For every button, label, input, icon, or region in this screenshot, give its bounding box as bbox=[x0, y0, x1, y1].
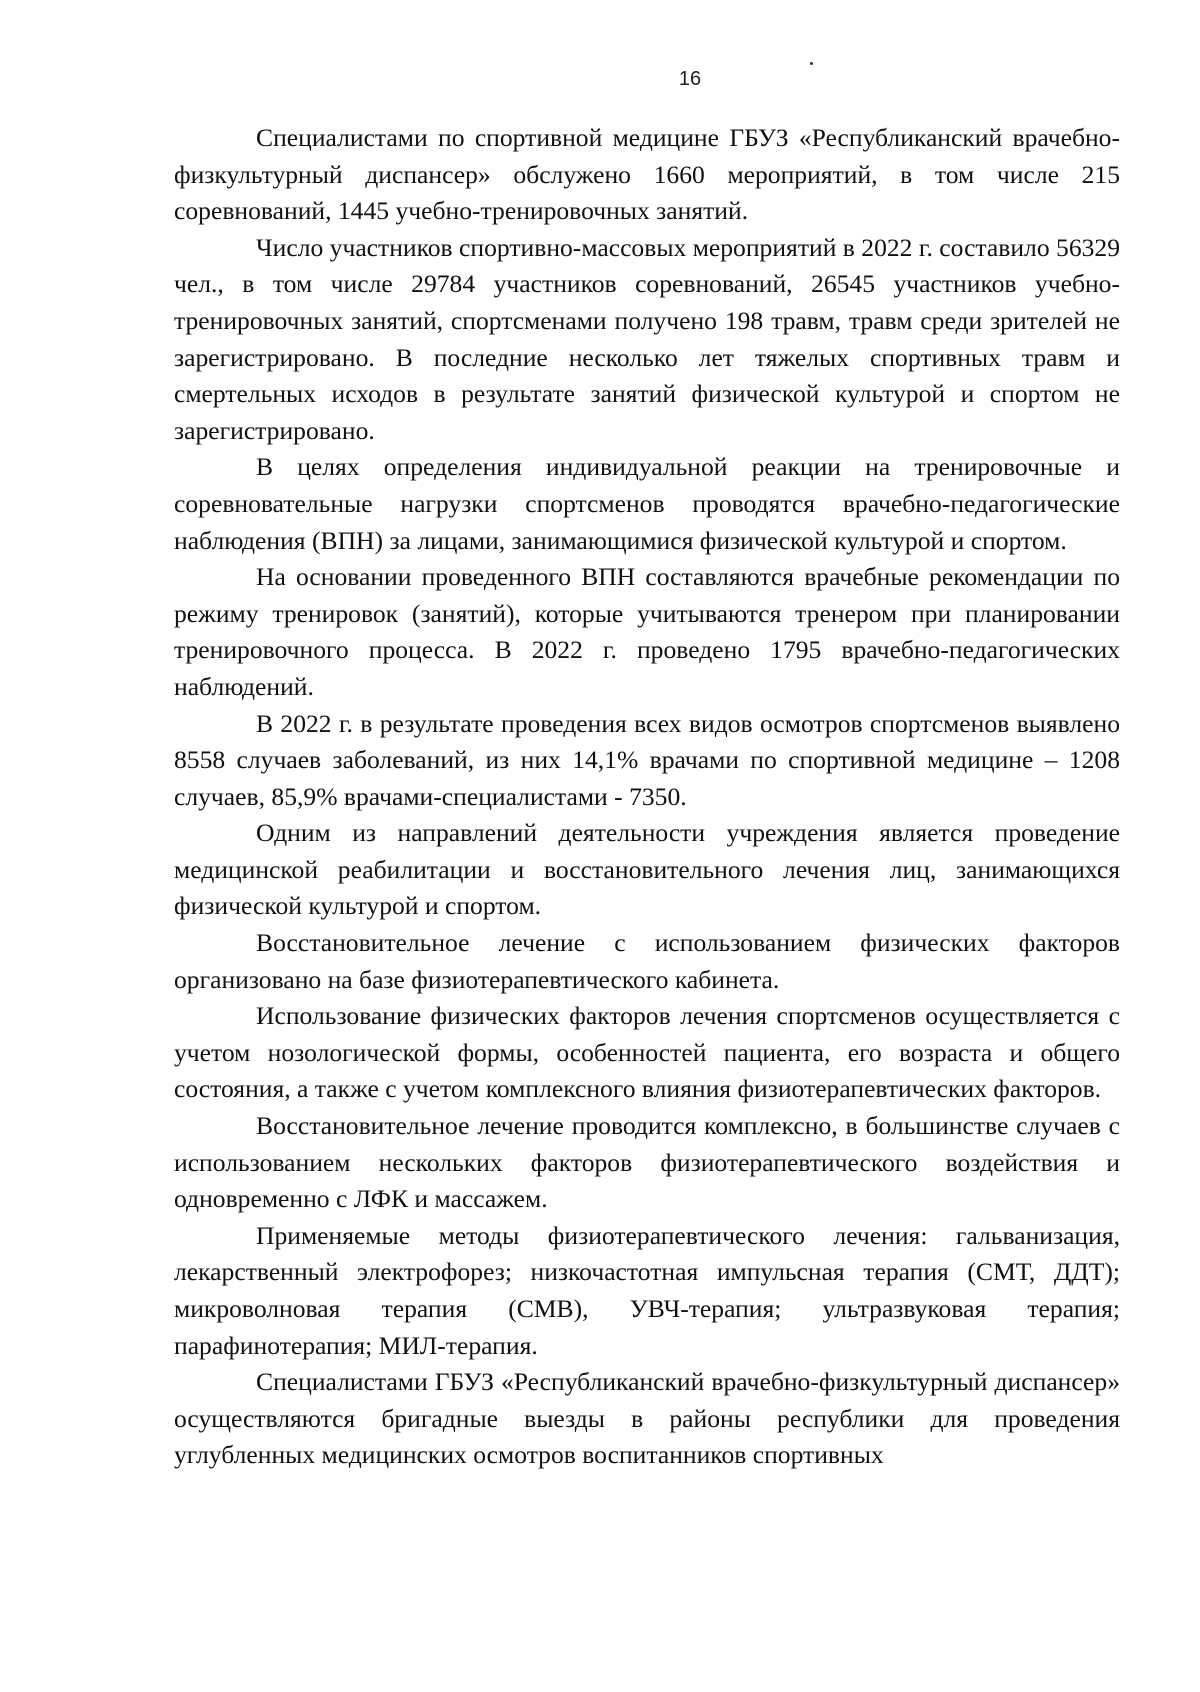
paragraph-10: Применяемые методы физиотерапевтического лечения: гальванизация, лекарственный электрофорез; низкочастотная импульсная терапия (СМТ, ДДТ); микроволновая терапия (СМВ), УВЧ-терапия; ультразвуковая терапия; парафинотерапия; МИЛ-терапия. bbox=[174, 1220, 1120, 1360]
page-number: 16 bbox=[678, 68, 702, 90]
paragraph-1: Специалистами по спортивной медицине ГБУЗ «Республиканский врачебно-физкультурный диспансер» обслужено 1660 мероприятий, в том числе 215 соревнований, 1445 учебно-тренировочных занятий. bbox=[174, 123, 1120, 226]
paragraph-11: Специалистами ГБУЗ «Республиканский врачебно-физкультурный диспансер» осуществляются бригадные выезды в районы республики для проведения углубленных медицинских осмотров воспитанников спортивных bbox=[174, 1367, 1120, 1470]
paragraph-3: В целях определения индивидуальной реакции на тренировочные и соревновательные нагрузки спортсменов проводятся врачебно-педагогические наблюдения (ВПН) за лицами, занимающимися физической культурой и спортом. bbox=[174, 452, 1120, 555]
paragraph-6: Одним из направлений деятельности учреждения является проведение медицинской реабилитации и восстановительного лечения лиц, занимающихся физической культурой и спортом. bbox=[174, 818, 1120, 921]
document-body bbox=[174, 120, 1120, 1474]
paragraph-7: Восстановительное лечение с использованием физических факторов организовано на базе физиотерапевтического кабинета. bbox=[174, 928, 1120, 994]
paragraph-9: Восстановительное лечение проводится комплексно, в большинстве случаев с использованием нескольких факторов физиотерапевтического воздействия и одновременно с ЛФК и массажем. bbox=[174, 1111, 1120, 1214]
scan-speck bbox=[810, 62, 813, 65]
paragraph-5: В 2022 г. в результате проведения всех видов осмотров спортсменов выявлено 8558 случаев заболеваний, из них 14,1% врачами по спортивной медицине – 1208 случаев, 85,9% врачами-специалистами - 7350. bbox=[174, 708, 1120, 811]
paragraph-4: На основании проведенного ВПН составляются врачебные рекомендации по режиму тренировок (занятий), которые учитываются тренером при планировании тренировочного процесса. В 2022 г. проведено 1795 врачебно-педагогических наблюдений. bbox=[174, 562, 1120, 701]
paragraph-2: Число участников спортивно-массовых мероприятий в 2022 г. составило 56329 чел., в том числе 29784 участников соревнований, 26545 участников учебно-тренировочных занятий, спортсменами получено 198 травм, травм среди зрителей не зарегистрировано. В последние несколько лет тяжелых спортивных травм и смертельных исходов в результате занятий физической культурой и спортом не зарегистрировано. bbox=[174, 232, 1121, 445]
paragraph-8: Использование физических факторов лечения спортсменов осуществляется с учетом нозологической формы, особенностей пациента, его возраста и общего состояния, а также с учетом комплексного влияния физиотерапевтических факторов. bbox=[174, 1001, 1120, 1104]
